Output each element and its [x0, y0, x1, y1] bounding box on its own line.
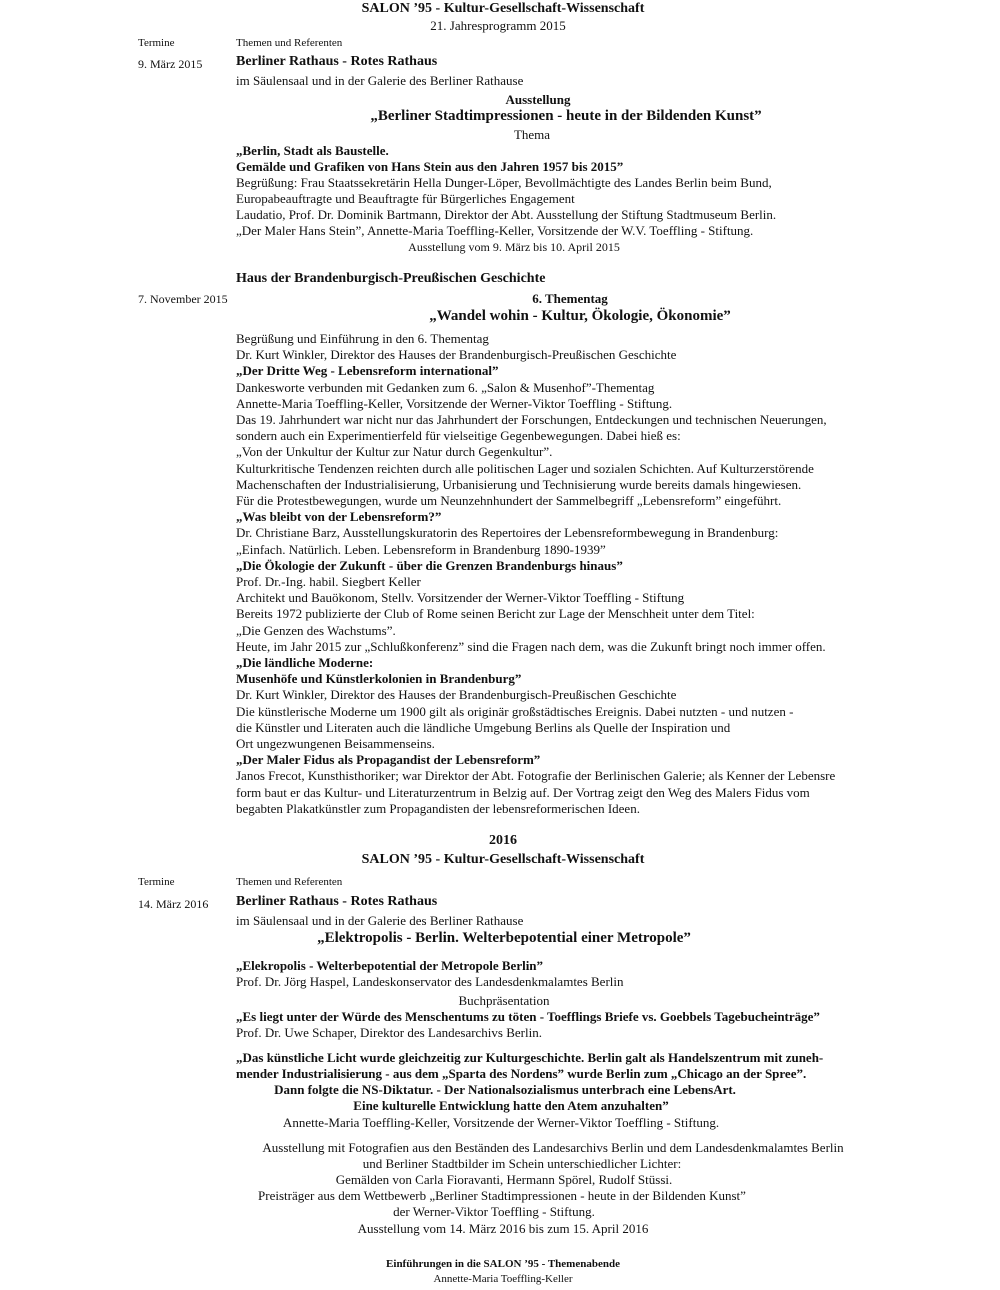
event-location: im Säulensaal und in der Galerie des Berliner Rathause	[236, 913, 524, 928]
event-text-line: „Die Genzen des Wachstums”.	[236, 622, 396, 638]
talk-title: „Elekropolis - Welterbepotential der Metropole Berlin”	[236, 958, 544, 973]
column-header-topics: Themen und Referenten	[236, 37, 343, 49]
event-text-line: Dr. Christiane Barz, Ausstellungskuratorin des Repertoires der Lebensreformbewegung in Brandenburg:	[236, 525, 779, 541]
event-text-line: Laudatio, Prof. Dr. Dominik Bartmann, Direktor der Abt. Ausstellung der Stiftung Stadtmuseum Berlin.	[236, 207, 777, 222]
program-title-2015: SALON ’95 - Kultur-Gesellschaft-Wissenschaft	[361, 1, 645, 16]
program-title-2016: SALON ’95 - Kultur-Gesellschaft-Wissenschaft	[361, 852, 645, 867]
book-presentation-label: Buchpräsentation	[458, 993, 550, 1008]
exhibition-text: Ausstellung mit Fotografien aus den Beständen des Landesarchivs Berlin und dem Landesdenkmalamtes Berlin	[262, 1140, 844, 1155]
year-heading-2016: 2016	[489, 833, 517, 848]
event-text-line: Bereits 1972 publizierte der Club of Rome seinen Bericht zur Lage der Menschheit unter dem Titel:	[236, 606, 755, 622]
event-location: im Säulensaal und in der Galerie des Berliner Rathause	[236, 73, 524, 88]
event-text-line: Für die Protestbewegungen, wurde um Neunzehnhundert der Sammelbegriff „Lebensreform” eingeführt.	[236, 493, 782, 508]
talk-title: „Das künstliche Licht wurde gleichzeitig zur Kulturgeschichte. Berlin galt als Handelszentrum mit zuneh-	[236, 1050, 824, 1065]
event-venue: Berliner Rathaus - Rotes Rathaus	[236, 894, 438, 909]
event-exhibition-dates: Ausstellung vom 9. März bis 10. April 2015	[408, 240, 620, 254]
event-text-line: Begrüßung und Einführung in den 6. Thementag	[236, 331, 489, 346]
talk-speaker: Prof. Dr. Jörg Haspel, Landeskonservator des Landesdenkmalamtes Berlin	[236, 974, 624, 989]
event-text-line: Die künstlerische Moderne um 1900 gilt als originär großstädtisches Ereignis. Dabei nutzten - und nutzen -	[236, 703, 794, 719]
event-title: „Elektropolis - Berlin. Welterbepotential einer Metropole”	[317, 930, 691, 946]
event-venue: Berliner Rathaus - Rotes Rathaus	[236, 54, 438, 69]
event-text-line: form baut er das Kultur- und Literaturzentrum in Belzig auf. Der Vortrag zeigt den Weg des Malers Fidus vom	[236, 784, 810, 800]
exhibition-text: Preisträger aus dem Wettbewerb „Berliner Stadtimpressionen - heute in der Bildenden Kunst”	[258, 1188, 746, 1203]
event-thema-label: Thema	[513, 127, 551, 142]
exhibition-text: und Berliner Stadtbilder im Schein unterschiedlicher Lichter:	[362, 1156, 682, 1171]
program-subtitle-2015: 21. Jahresprogramm 2015	[430, 18, 566, 33]
event-venue: Haus der Brandenburgisch-Preußischen Geschichte	[236, 271, 546, 286]
event-topic-line: Musenhöfe und Künstlerkolonien in Brandenburg”	[236, 671, 522, 687]
talk-title: Dann folgte die NS-Diktatur. - Der Nationalsozialismus unterbrach eine LebensArt.	[274, 1082, 736, 1097]
event-title: „Wandel wohin - Kultur, Ökologie, Ökonomie”	[429, 308, 731, 324]
talk-speaker: Annette-Maria Toeffling-Keller, Vorsitzende der Werner-Viktor Toeffling - Stiftung.	[282, 1115, 720, 1130]
event-topic-line: „Berlin, Stadt als Baustelle.	[236, 143, 389, 158]
column-header-dates: Termine	[138, 37, 175, 49]
event-text-line: „Einfach. Natürlich. Leben. Lebensreform in Brandenburg 1890-1939”	[236, 541, 606, 557]
column-header-topics: Themen und Referenten	[236, 876, 343, 888]
footer-title: Einführungen in die SALON ’95 - Themenabende	[386, 1258, 620, 1270]
event-text-line: begabten Plakatkünstler zum Propagandisten der lebensreformerischen Ideen.	[236, 800, 640, 816]
talk-title: mender Industrialisierung - aus dem „Sparta des Nordens” wurde Berlin zum „Chicago an der Spree”.	[236, 1066, 807, 1081]
event-text-line: Dankesworte verbunden mit Gedanken zum 6. „Salon & Musenhof”-Thementag	[236, 379, 655, 395]
event-text-line: Das 19. Jahrhundert war nicht nur das Jahrhundert der Forschungen, Entdeckungen und technischen Neuerungen,	[236, 412, 827, 427]
event-text-line: Begrüßung: Frau Staatssekretärin Hella Dunger-Löper, Bevollmächtigte des Landes Berlin beim Bund,	[236, 175, 772, 190]
event-kind: Ausstellung	[505, 92, 571, 107]
event-text-line: „Von der Unkultur der Kultur zur Natur durch Gegenkultur”.	[236, 444, 553, 460]
event-topic-line: „Die ländliche Moderne:	[236, 655, 374, 670]
exhibition-text: der Werner-Viktor Toeffling - Stiftung.	[393, 1204, 595, 1219]
event-text-line: Architekt und Bauökonom, Stellv. Vorsitzender der Werner-Viktor Toeffling - Stiftung	[236, 590, 685, 606]
footer-name: Annette-Maria Toeffling-Keller	[433, 1273, 573, 1285]
event-text-line: Ort ungezwungenen Beisammenseins.	[236, 736, 435, 751]
event-text-line: Janos Frecot, Kunsthisthoriker; war Direktor der Abt. Fotografie der Berlinischen Galerie; als Kenner der Lebensre	[236, 768, 836, 784]
event-text-line: „Der Maler Hans Stein”, Annette-Maria Toeffling-Keller, Vorsitzende der W.V. Toeffling - Stiftung.	[236, 223, 754, 238]
talk-speaker: Prof. Dr. Uwe Schaper, Direktor des Landesarchivs Berlin.	[236, 1025, 542, 1040]
event-topic-line: „Was bleibt von der Lebensreform?”	[236, 509, 442, 525]
event-text-line: Prof. Dr.-Ing. habil. Siegbert Keller	[236, 574, 421, 589]
column-header-dates: Termine	[138, 876, 175, 888]
event-topic-line: „Die Ökologie der Zukunft - über die Grenzen Brandenburgs hinaus”	[236, 557, 623, 573]
event-kind: 6. Thementag	[532, 291, 608, 306]
event-text-line: Dr. Kurt Winkler, Direktor des Hauses der Brandenburgisch-Preußischen Geschichte	[236, 347, 677, 363]
event-topic-line: „Der Dritte Weg - Lebensreform international”	[236, 363, 499, 379]
exhibition-dates: Ausstellung vom 14. März 2016 bis zum 15. April 2016	[357, 1221, 649, 1236]
event-text-line: Machenschaften der Industrialisierung, Urbanisierung und Technisierung wurde bereits damals hingewiesen.	[236, 476, 802, 492]
event-text-line: Dr. Kurt Winkler, Direktor des Hauses der Brandenburgisch-Preußischen Geschichte	[236, 687, 677, 703]
event-text-line: sondern auch ein Experimentierfeld für vielseitige Gegenbewegungen. Dabei hieß es:	[236, 428, 681, 444]
event-topic-line: „Der Maler Fidus als Propagandist der Lebensreform”	[236, 752, 541, 768]
event-topic-line: Gemälde und Grafiken von Hans Stein aus den Jahren 1957 bis 2015”	[236, 159, 624, 174]
exhibition-text: Gemälden von Carla Fioravanti, Hermann Spörel, Rudolf Stüssi.	[335, 1172, 673, 1187]
event-text-line: Heute, im Jahr 2015 zur „Schlußkonferenz” sind die Fragen nach dem, was die Zukunft bringt noch immer offen.	[236, 638, 826, 654]
event-date: 14. März 2016	[138, 897, 209, 911]
event-text-line: Kulturkritische Tendenzen reichten durch alle politischen Lager und sozialen Schichten. Auf Kulturzerstörende	[236, 460, 814, 476]
event-text-line: Europabeauftragte und Beauftragte für Bürgerliches Engagement	[236, 191, 575, 206]
talk-title: Eine kulturelle Entwicklung hatte den Atem anzuhalten”	[353, 1098, 669, 1113]
event-text-line: die Künstler und Literaten auch die ländliche Umgebung Berlins als Quelle der Inspiration und	[236, 719, 731, 735]
event-date: 7. November 2015	[138, 292, 228, 306]
event-date: 9. März 2015	[138, 57, 203, 71]
talk-title: „Es liegt unter der Würde des Menschentums zu töten - Toefflings Briefe vs. Goebbels Tagebucheinträge”	[236, 1009, 820, 1024]
event-text-line: Annette-Maria Toeffling-Keller, Vorsitzende der Werner-Viktor Toeffling - Stiftung.	[236, 395, 673, 411]
event-title: „Berliner Stadtimpressionen - heute in der Bildenden Kunst”	[370, 108, 762, 124]
